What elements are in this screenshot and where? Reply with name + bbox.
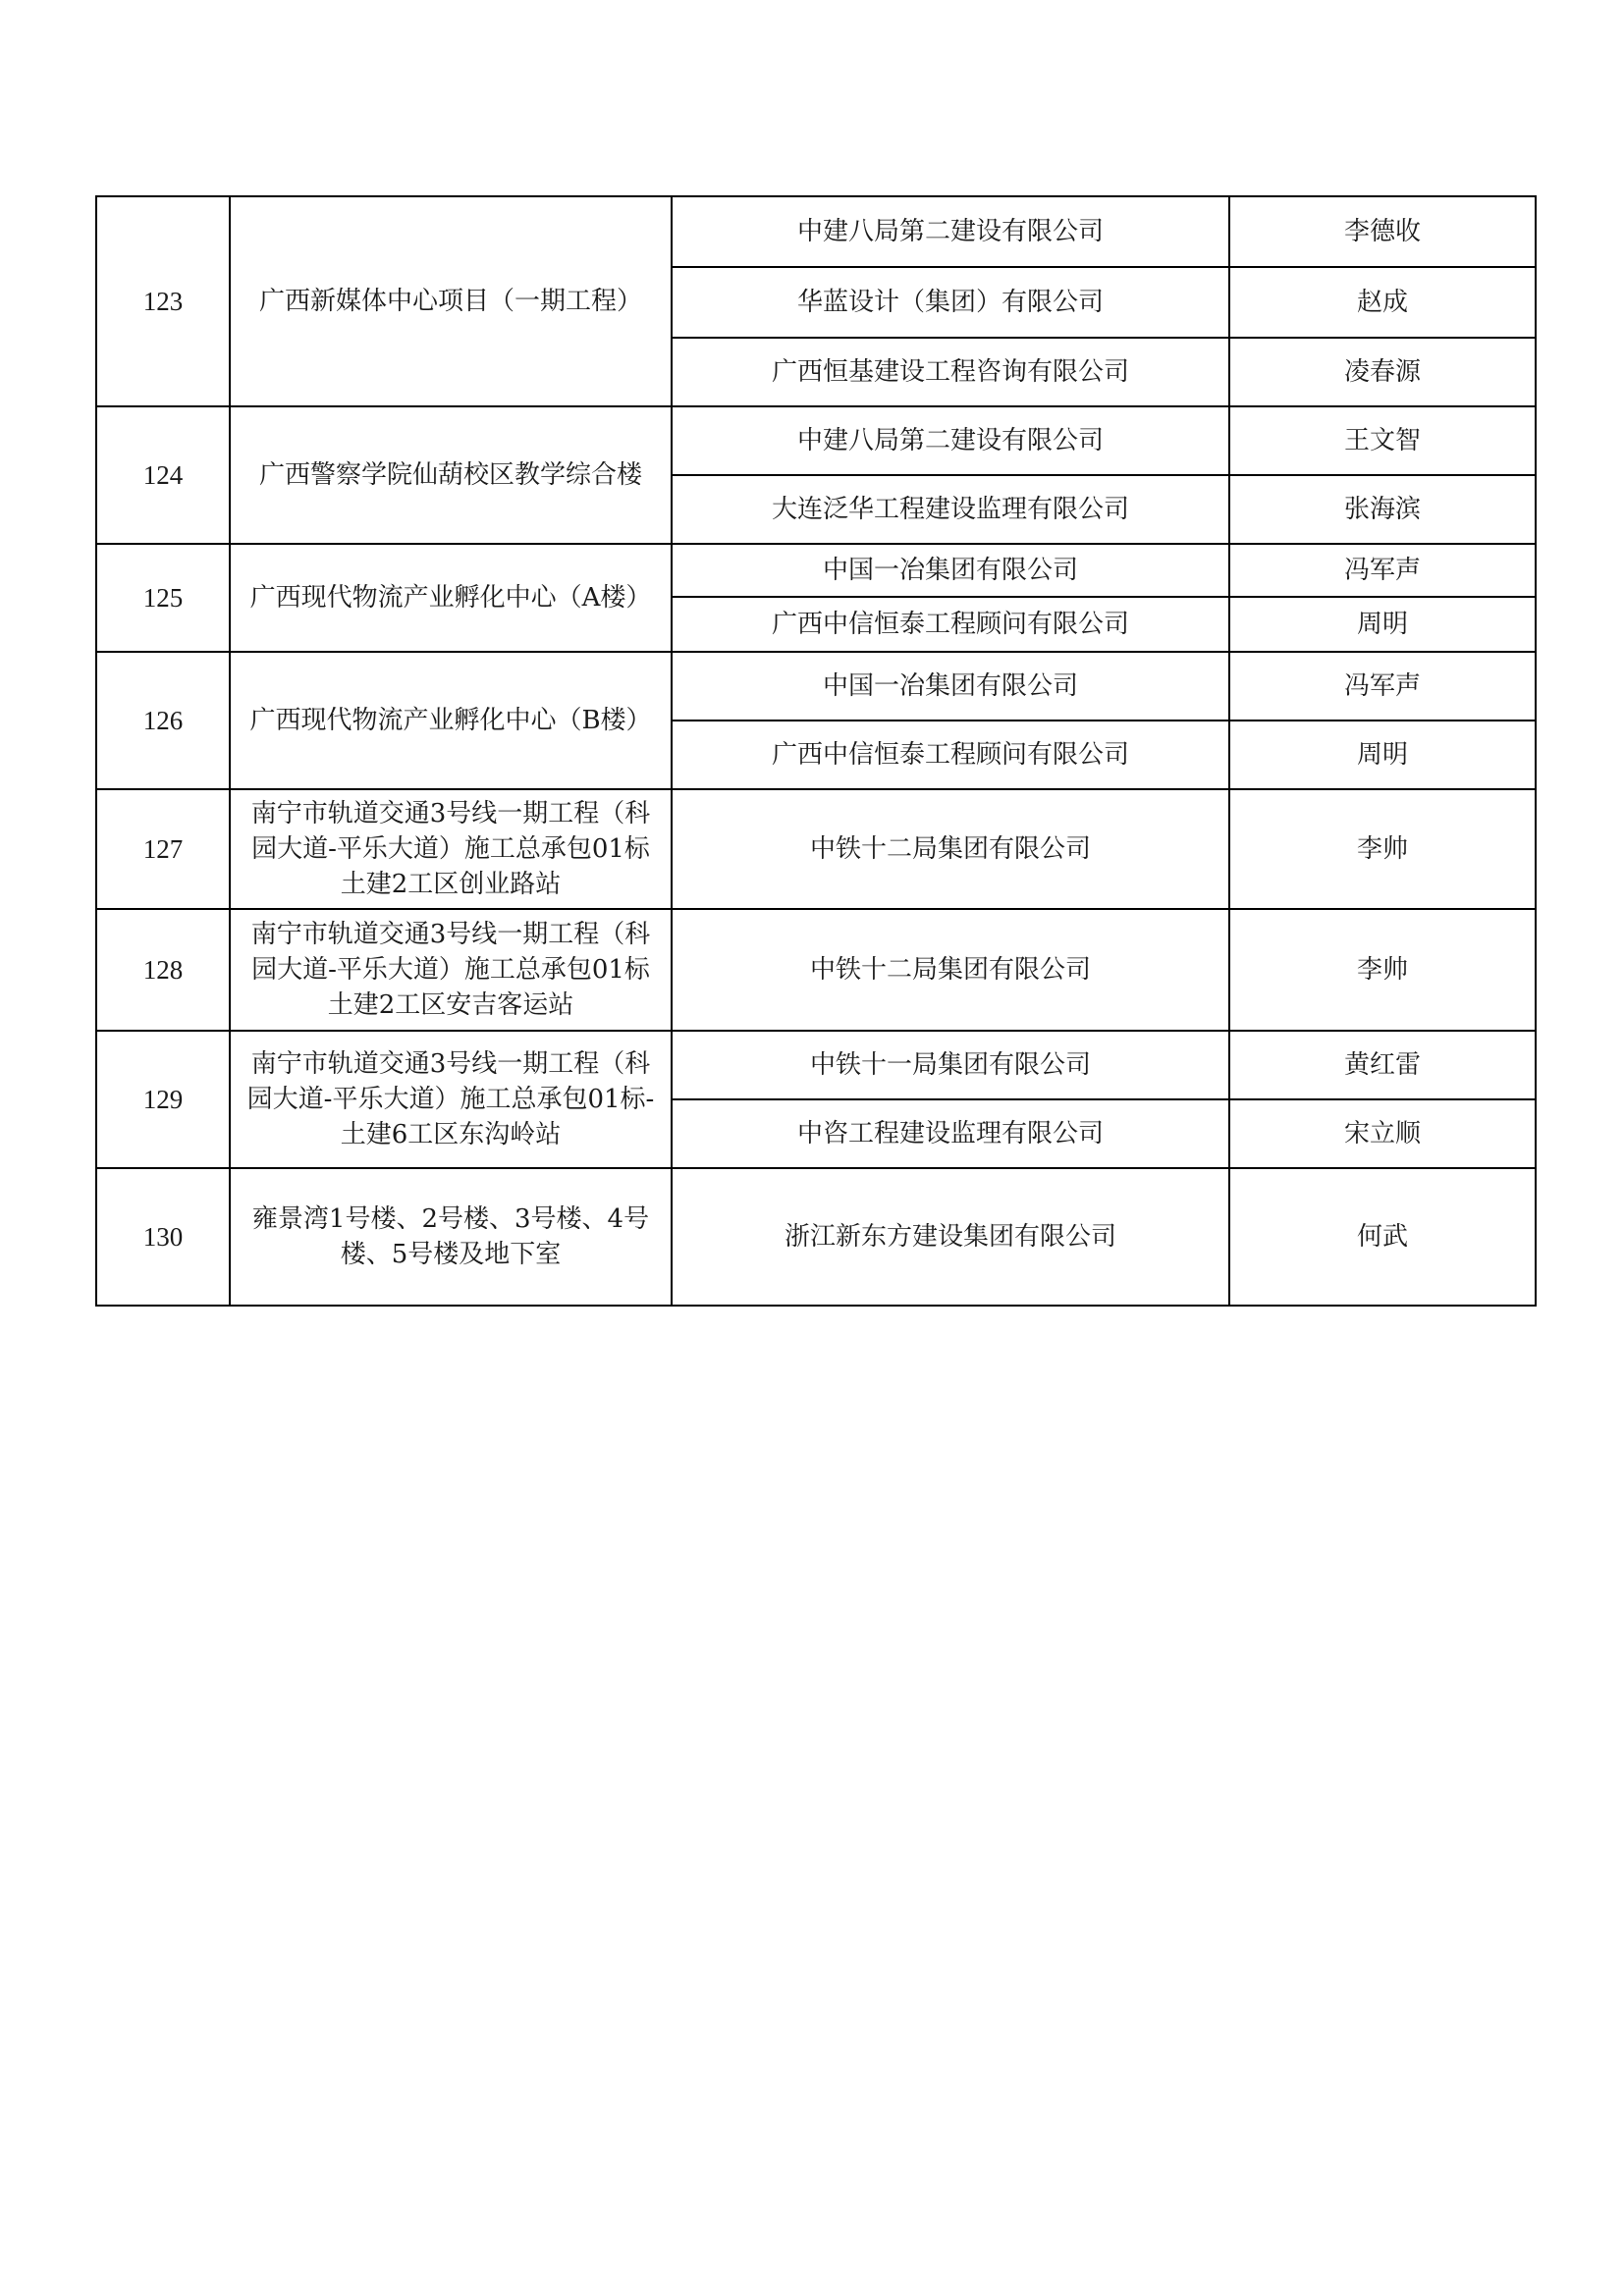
person-name: 何武 bbox=[1229, 1168, 1536, 1306]
company-name: 广西恒基建设工程咨询有限公司 bbox=[672, 338, 1229, 406]
project-name: 南宁市轨道交通3号线一期工程（科园大道-平乐大道）施工总承包01标土建2工区创业路站 bbox=[230, 789, 672, 909]
company-name: 浙江新东方建设集团有限公司 bbox=[672, 1168, 1229, 1306]
person-name: 赵成 bbox=[1229, 267, 1536, 338]
table-row bbox=[96, 196, 1536, 267]
table-row bbox=[96, 1031, 1536, 1099]
person-name: 张海滨 bbox=[1229, 475, 1536, 544]
person-name: 王文智 bbox=[1229, 406, 1536, 475]
project-name: 广西警察学院仙葫校区教学综合楼 bbox=[230, 406, 672, 544]
table-row bbox=[96, 544, 1536, 597]
row-number: 123 bbox=[96, 196, 230, 406]
project-name: 南宁市轨道交通3号线一期工程（科园大道-平乐大道）施工总承包01标-土建6工区东沟岭站 bbox=[230, 1031, 672, 1168]
company-name: 中建八局第二建设有限公司 bbox=[672, 406, 1229, 475]
row-number: 126 bbox=[96, 652, 230, 789]
company-name: 中铁十二局集团有限公司 bbox=[672, 909, 1229, 1031]
row-number: 125 bbox=[96, 544, 230, 652]
company-name: 中铁十一局集团有限公司 bbox=[672, 1031, 1229, 1099]
table-row bbox=[96, 909, 1536, 1031]
project-name: 广西现代物流产业孵化中心（B楼） bbox=[230, 652, 672, 789]
company-name: 广西中信恒泰工程顾问有限公司 bbox=[672, 597, 1229, 652]
project-name: 广西新媒体中心项目（一期工程） bbox=[230, 196, 672, 406]
person-name: 凌春源 bbox=[1229, 338, 1536, 406]
company-name: 大连泛华工程建设监理有限公司 bbox=[672, 475, 1229, 544]
project-name: 南宁市轨道交通3号线一期工程（科园大道-平乐大道）施工总承包01标土建2工区安吉客运站 bbox=[230, 909, 672, 1031]
person-name: 冯军声 bbox=[1229, 652, 1536, 721]
company-name: 中建八局第二建设有限公司 bbox=[672, 196, 1229, 267]
project-name: 雍景湾1号楼、2号楼、3号楼、4号楼、5号楼及地下室 bbox=[230, 1168, 672, 1306]
project-name: 广西现代物流产业孵化中心（A楼） bbox=[230, 544, 672, 652]
row-number: 128 bbox=[96, 909, 230, 1031]
row-number: 130 bbox=[96, 1168, 230, 1306]
table-row bbox=[96, 1168, 1536, 1306]
company-name: 华蓝设计（集团）有限公司 bbox=[672, 267, 1229, 338]
company-name: 广西中信恒泰工程顾问有限公司 bbox=[672, 721, 1229, 789]
person-name: 李帅 bbox=[1229, 789, 1536, 909]
company-name: 中铁十二局集团有限公司 bbox=[672, 789, 1229, 909]
company-name: 中国一冶集团有限公司 bbox=[672, 652, 1229, 721]
person-name: 宋立顺 bbox=[1229, 1099, 1536, 1168]
row-number: 129 bbox=[96, 1031, 230, 1168]
table-row bbox=[96, 652, 1536, 721]
company-name: 中咨工程建设监理有限公司 bbox=[672, 1099, 1229, 1168]
person-name: 黄红雷 bbox=[1229, 1031, 1536, 1099]
table-row bbox=[96, 789, 1536, 909]
row-number: 127 bbox=[96, 789, 230, 909]
person-name: 冯军声 bbox=[1229, 544, 1536, 597]
row-number: 124 bbox=[96, 406, 230, 544]
award-table-body bbox=[96, 196, 1536, 1306]
table-row bbox=[96, 406, 1536, 475]
person-name: 李德收 bbox=[1229, 196, 1536, 267]
company-name: 中国一冶集团有限公司 bbox=[672, 544, 1229, 597]
person-name: 李帅 bbox=[1229, 909, 1536, 1031]
person-name: 周明 bbox=[1229, 597, 1536, 652]
award-table bbox=[95, 195, 1537, 1307]
person-name: 周明 bbox=[1229, 721, 1536, 789]
